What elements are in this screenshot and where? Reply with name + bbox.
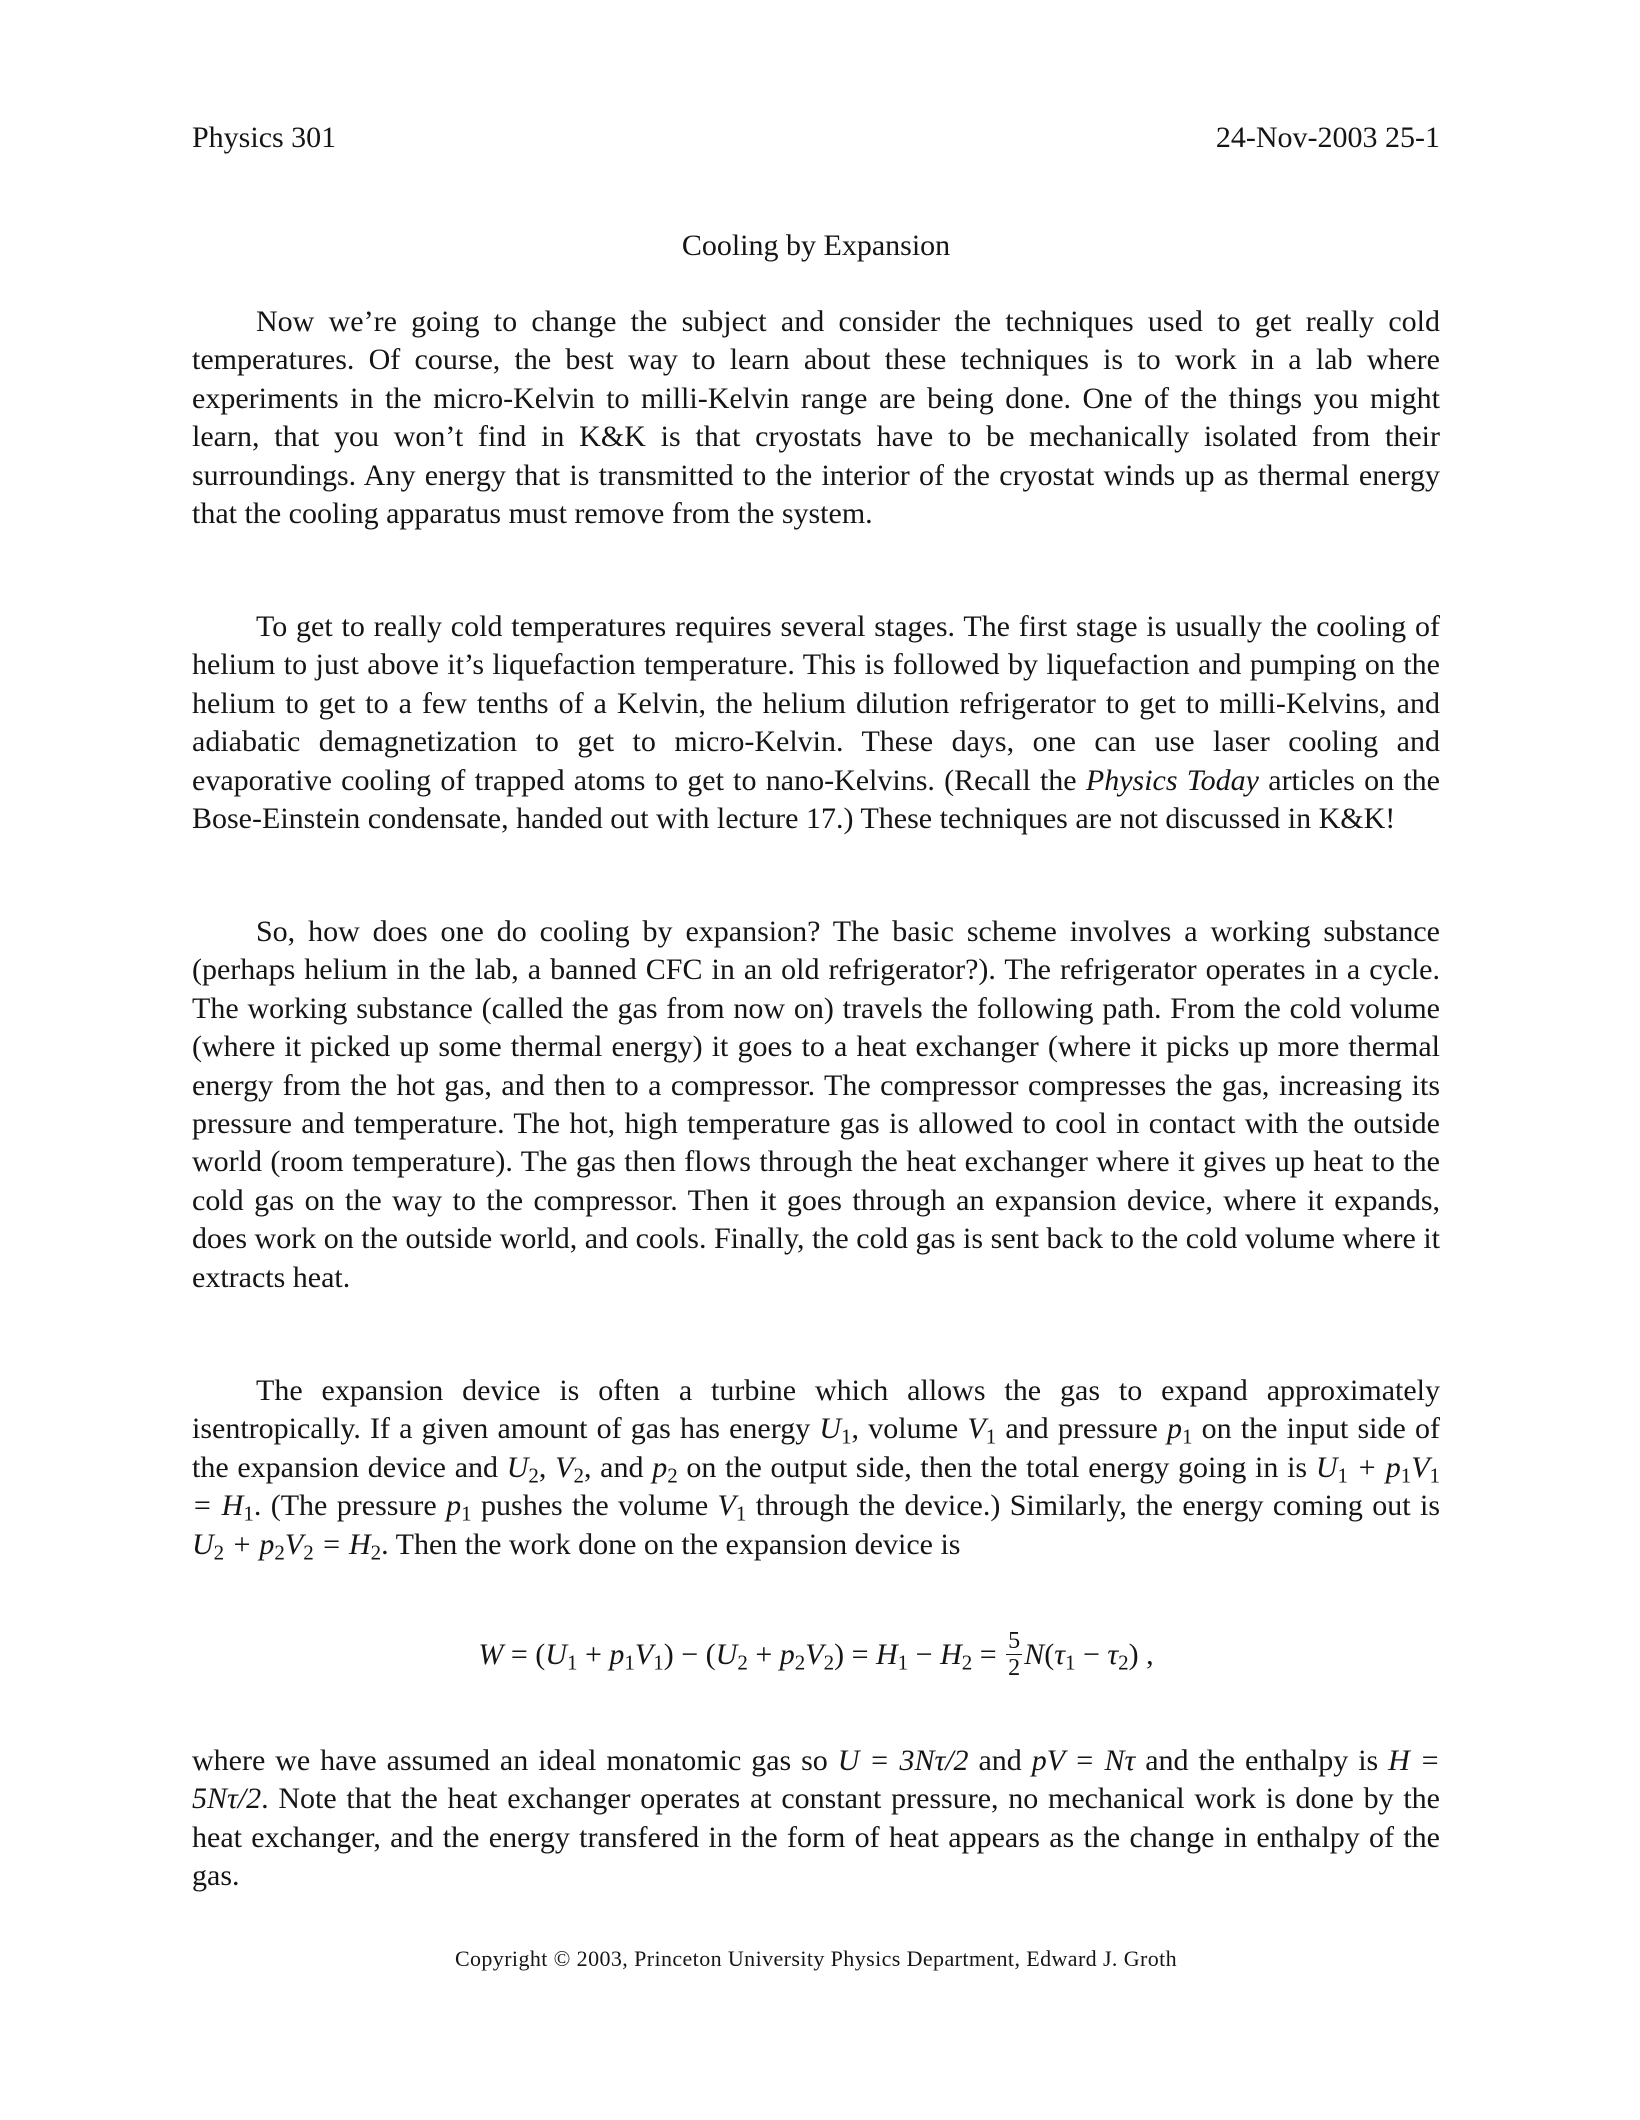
math-v2: $V_2$ (555, 1450, 584, 1488)
math-p1: $p_1$ (1166, 1412, 1193, 1449)
paragraph-4-text: through the device.) Similarly, the energy coming out is (746, 1489, 1440, 1523)
paragraph-4-text: . Then the work done on the expansion device is (381, 1527, 961, 1561)
section-title: Cooling by Expansion (681, 229, 951, 262)
five-halves-fraction: $\frac{5}{2}$ (1008, 1627, 1021, 1681)
paragraph-5-text: where we have assumed an ideal monatomic gas so (192, 1744, 838, 1777)
paragraph-4-text: on the input side of the expansion device and (192, 1412, 1440, 1484)
math-internal-energy: U = 3Nτ/2 (837, 1744, 969, 1777)
paragraph-4-text: The expansion device is often a turbine which allows the gas to expand approximately isentropically. If a given amount of gas has energy (192, 1374, 1440, 1446)
math-u1: $U_1$ (819, 1412, 852, 1449)
math-enthalpy: H = 5Nτ/2 (192, 1744, 1440, 1816)
paragraph-5-text: and (968, 1744, 1032, 1777)
paragraph-5-text: and the enthalpy is (1135, 1744, 1389, 1777)
paragraph-1: Now we’re going to change the subject and consider the techniques used to get really cold temperatures. Of course, the best way to learn about these techniques is to work in a lab where experiments in the micro-Kelvin to milli-Kelvin range are being done. One of the things you might learn, that you won’t find in K&K is that cryostats have to be mechanically isolated from their surroundings. Any energy that is transmitted to the interior of the cryostat winds up as thermal energy that the cooling apparatus must remove from the system. (192, 305, 1440, 531)
math-energy-in: $U_1 + p_1V_1 = H_1$ (192, 1450, 1441, 1526)
paragraph-4-text: and pressure (996, 1412, 1167, 1446)
math-energy-out: $U_2 + p_2V_2 = H_2$ (192, 1527, 382, 1564)
math-p2: $p_2$ (652, 1450, 678, 1488)
paragraph-4 (192, 1372, 1440, 1564)
date-page-label: 24-Nov-2003 25-1 (1215, 121, 1440, 154)
math-p1: $p_1$ (446, 1489, 472, 1526)
paragraph-5 (192, 1742, 1440, 1896)
paragraph-2 (192, 608, 1440, 838)
paragraph-5-text: . Note that the heat exchanger operates at constant pressure, no mechanical work is done by the heat exchanger, and the energy transfered in the form of heat appears as the change in enthalpy of the gas. (192, 1782, 1440, 1893)
paragraph-4-text: , and (583, 1450, 653, 1484)
copyright-footer: Copyright © 2003, Princeton University Physics Department, Edward J. Groth (454, 1946, 1178, 1971)
math-v1: $V_1$ (717, 1489, 747, 1526)
paragraph-4-text: , (538, 1450, 556, 1484)
math-ideal-gas-law: pV = Nτ (1031, 1744, 1136, 1777)
page-header (192, 118, 1440, 158)
paragraph-2-text-a: To get to really cold temperatures requires several stages. The first stage is usually the cooling of helium to just above it’s liquefaction temperature. This is followed by liquefaction and pumping on the helium to get to a few tenths of a Kelvin, the helium dilution refrigerator to get to milli-Kelvins, and adiabatic demagnetization to get to micro-Kelvin. These days, one can use laser cooling and evaporative cooling of trapped atoms to get to nano-Kelvins. (Recall the (192, 610, 1440, 797)
paragraph-2-text-b: articles on the Bose-Einstein condensate, handed out with lecture 17.) These techniques are not discussed in K&K! (192, 763, 1441, 836)
math-u2: $U_2$ (506, 1450, 539, 1488)
paragraph-4-text: pushes the volume (471, 1489, 718, 1523)
paragraph-4-text: , volume (851, 1412, 968, 1446)
math-v1: $V_1$ (967, 1412, 997, 1449)
work-equation: $W = (U_1 + p_1V_1) - (U_2 + p_2V_2) = H_1 - H_2$ = $\frac{5}{2}$ $N(\tau_1 - \tau_2)$ , (478, 1627, 1154, 1681)
paragraph-4-text: . (The pressure (253, 1489, 447, 1523)
course-label: Physics 301 (192, 121, 337, 154)
journal-name: Physics Today (1085, 763, 1260, 797)
paragraph-4-text: on the output side, then the total energy going in is (677, 1450, 1316, 1484)
paragraph-3: So, how does one do cooling by expansion? The basic scheme involves a working substance (perhaps helium in the lab, a banned CFC in an old refrigerator?). The refrigerator operates in a cycle. The working substance (called the gas from now on) travels the following path. From the cold volume (where it picked up some thermal energy) it goes to a heat exchanger (where it picks up more thermal energy from the hot gas, and then to a compressor. The compressor compresses the gas, increasing its pressure and temperature. The hot, high temperature gas is allowed to cool in contact with the outside world (room temperature). The gas then flows through the heat exchanger where it gives up heat to the cold gas on the way to the compressor. Then it goes through an expansion device, where it expands, does work on the outside world, and cools. Finally, the cold gas is sent back to the cold volume where it extracts heat. (192, 915, 1440, 1294)
